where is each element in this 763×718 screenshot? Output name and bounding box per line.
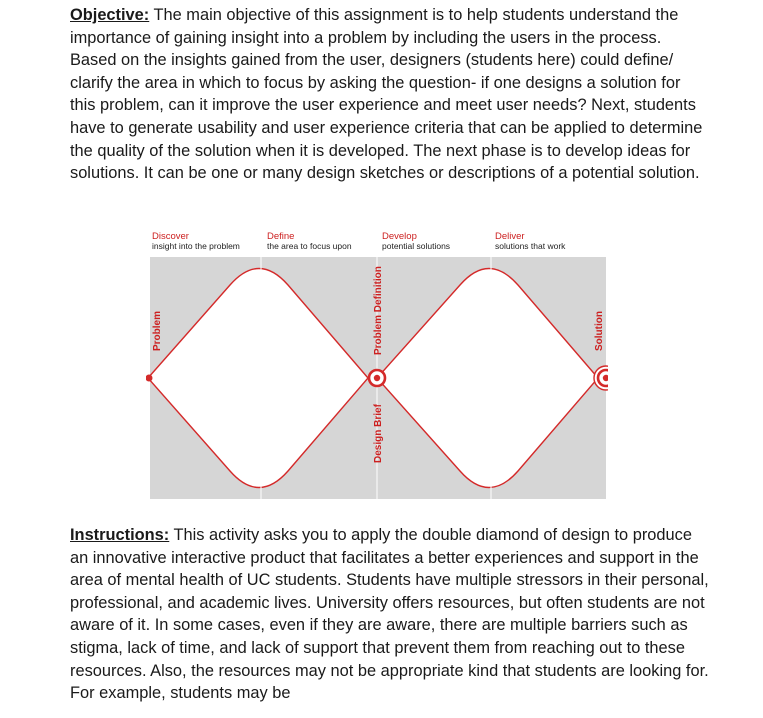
objective-paragraph	[70, 4, 710, 185]
problem-definition-target-icon	[369, 370, 385, 386]
label-problem: Problem	[152, 310, 163, 351]
phase-deliver-title: Deliver	[495, 231, 525, 242]
label-problem-definition: Problem Definition	[373, 266, 384, 355]
objective-text: The main objective of this assignment is to help students understand the importance of gaining insight into a problem by including the users in the process. Based on the insights gained from the user, designers (students here) could define/ clarify the area in which to focus by asking the question- if one designs a solution for this problem, can it improve the user experience and meet user needs? Next, students have to generate usability and user experience criteria that can be applied to determine the quality of the solution when it is developed. The next phase is to develop ideas for solutions. It can be one or many design sketches or descriptions of a potential solution.	[70, 6, 703, 183]
phase-develop-subtitle: potential solutions	[382, 241, 451, 251]
objective-heading: Objective:	[70, 6, 150, 24]
instructions-paragraph	[70, 524, 710, 705]
phase-discover-subtitle: insight into the problem	[152, 241, 240, 251]
phase-define-title: Define	[267, 231, 295, 242]
instructions-heading: Instructions:	[70, 526, 170, 544]
label-solution: Solution	[594, 311, 605, 351]
label-design-brief: Design Brief	[373, 404, 384, 463]
phase-deliver-subtitle: solutions that work	[495, 241, 566, 251]
double-diamond-diagram	[146, 227, 608, 503]
phase-develop-title: Develop	[382, 231, 417, 242]
instructions-text: This activity asks you to apply the double diamond of design to produce an innovative interactive product that facilitates a better experiences and support in the area of mental health of UC students. Students have multiple stressors in their personal, professional, and academic lives. University offers resources, but often students are not aware of it. In some cases, even if they are aware, there are multiple barriers such as stigma, lack of time, and lack of support that prevent them from reaching out to these resources. Also, the resources may not be appropriate kind that students are looking for. For example, students may be	[70, 526, 709, 703]
phase-define-subtitle: the area to focus upon	[267, 241, 352, 251]
phase-discover-title: Discover	[152, 231, 189, 242]
